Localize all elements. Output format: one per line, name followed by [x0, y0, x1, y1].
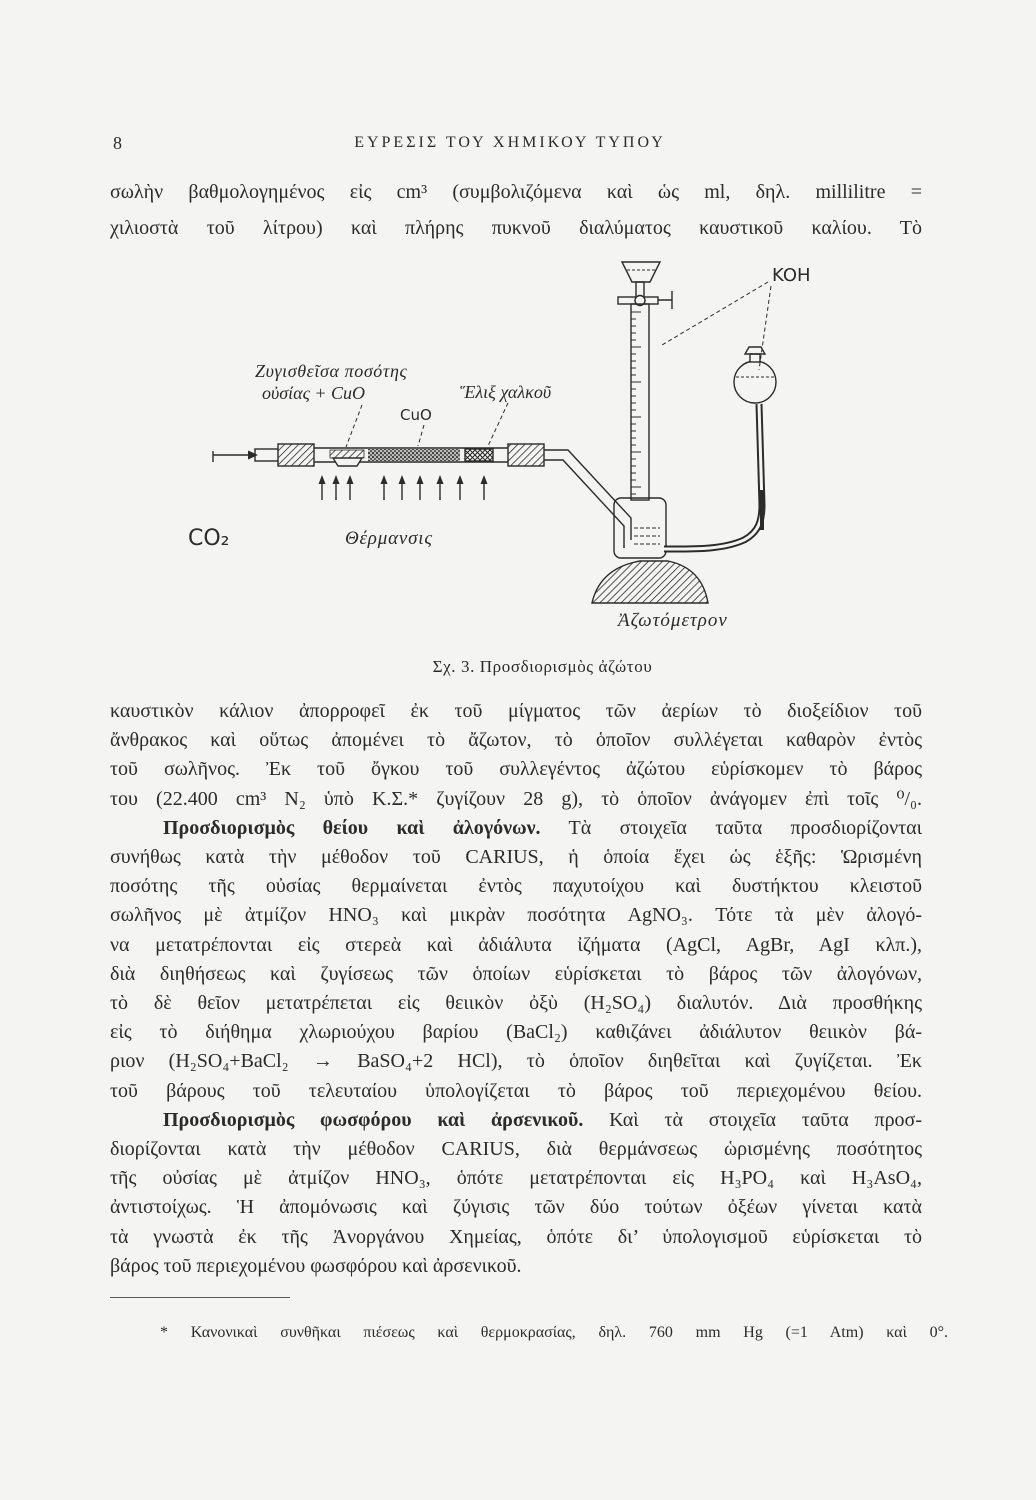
stand-base — [592, 561, 708, 603]
text-line: διορίζονται κατὰ τὴν μέθοδον CARIUS, διὰ θερμάνσεως ὡρισμένης ποσότητος — [110, 1138, 922, 1161]
sample-label-line1: Ζυγισθεῖσα ποσότης — [255, 361, 408, 381]
heating-arrows — [319, 475, 488, 500]
section-heading: Προσδιορισμὸς φωσφόρου καὶ ἀρσενικοῦ. — [163, 1108, 584, 1131]
section-heading-line — [110, 814, 922, 843]
text-line: τὰ γνωστὰ ἐκ τῆς Ἀνοργάνου Χημείας, ὁπότε δι’ ὑπολογισμοῦ εὑρίσκεται τὸ — [110, 1225, 922, 1248]
page-number: 8 — [113, 133, 122, 153]
copper-spiral — [465, 449, 493, 461]
levelling-bulb-assembly — [664, 347, 776, 549]
text-line: εἰς τὸ διήθημα χλωριούχου βαρίου (BaCl₂) καθιζάνει ἀδιάλυτον θειικὸν βά- — [110, 1021, 922, 1044]
text-line: του (22.400 cm³ N₂ ὑπὸ Κ.Σ.* ζυγίζουν 28 g), τὸ ὁποῖον ἀνάγομεν ἐπὶ τοῖς ⁰/₀. — [110, 787, 922, 810]
outlet-tube — [544, 450, 631, 540]
koh-reservoir-bulb — [734, 361, 776, 403]
left-stopper — [278, 444, 314, 466]
rubber-connector — [255, 449, 280, 461]
text-line: χιλιοστὰ τοῦ λίτρου) καὶ πλήρης πυκνοῦ διαλύματος καυστικοῦ καλίου. Τὸ — [110, 217, 922, 239]
co2-label: CO₂ — [188, 526, 230, 551]
text-line: ἀντιστοίχως. Ἡ ἀπομόνωσις καὶ ζύγισις τῶν δύο τούτων ὀξέων γίνεται κατὰ — [110, 1196, 922, 1219]
text-line: τοῦ βάρους τοῦ τελευταίου ὑπολογίζεται τὸ βάρος τοῦ περιεχομένου θείου. — [110, 1079, 922, 1102]
sample-boat — [333, 458, 362, 466]
text-line: να μετατρέπονται εἰς στερεὰ καὶ ἀδιάλυτα ἰζήματα (AgCl, AgBr, AgI κλπ.), — [110, 933, 922, 956]
running-head: ΕΥΡΕΣΙΣ ΤΟΥ ΧΗΜΙΚΟΥ ΤΥΠΟΥ — [354, 134, 666, 151]
footnote-rule — [110, 1297, 290, 1298]
azotometer-label: Ἀζωτόμετρον — [618, 610, 728, 631]
text-run: Καὶ τὰ στοιχεῖα ταῦτα προσ- — [609, 1108, 922, 1131]
funnel — [622, 262, 660, 282]
copper-oxide-label: CuO — [400, 406, 432, 424]
intro-text — [110, 174, 922, 246]
text-line: σωλῆνος μὲ ἀτμίζον HNO₃ καὶ μικρὰν ποσότητα AgNO₃. Τότε τὰ μὲν ἀλογό- — [110, 904, 922, 927]
text-line: σωλὴν βαθμολογημένος εἰς cm³ (συμβολιζόμενα καὶ ὡς ml, δηλ. millilitre = — [110, 181, 922, 203]
text-line: ἄνθρακος καὶ οὕτως ἀπομένει τὸ ἄζωτον, τὸ ὁποῖον συλλέγεται καθαρὸν ἐντὸς — [110, 729, 922, 752]
text-line: βάρος τοῦ περιεχομένου φωσφόρου καὶ ἀρσενικοῦ. — [110, 1254, 522, 1277]
copper-oxide-filling — [368, 449, 460, 461]
sample-boat-contents — [330, 450, 364, 458]
text-line: καυστικὸν κάλιον ἀπορροφεῖ ἐκ τοῦ μίγματος τῶν ἀερίων τὸ διοξείδιον τοῦ — [110, 700, 922, 722]
sample-label-line2: οὐσίας + CuO — [262, 383, 366, 403]
koh-label: KOH — [772, 265, 811, 286]
text-line: τὸ δὲ θεῖον μετατρέπεται εἰς θειικὸν ὀξὺ (H₂SO₄) διαλυτόν. Διὰ προσθήκης — [110, 992, 922, 1015]
right-stopper — [508, 444, 544, 466]
combustion-tube — [255, 444, 631, 548]
section-heading-line — [110, 1106, 922, 1135]
text-line: ποσότης τῆς οὐσίας θερμαίνεται ἐντὸς παχυτοίχου καὶ δυστήκτου κλειστοῦ — [110, 875, 922, 898]
stopcock-handle — [658, 291, 672, 309]
rubber-hose — [664, 404, 762, 549]
nitrogen-determination-apparatus — [160, 240, 840, 640]
text-line: τῆς οὐσίας μὲ ἀτμίζον HNO₃, ὁπότε μετατρέπονται εἰς H₃PO₄ καὶ H₃AsO₄, — [110, 1167, 922, 1190]
co2-inlet-arrow — [213, 451, 258, 463]
text-line: συνήθως κατὰ τὴν μέθοδον τοῦ CARIUS, ἡ ὁποία ἔχει ὡς ἑξῆς: Ὡρισμένη — [110, 846, 922, 869]
text-line: ριον (H₂SO₄+BaCl₂ → BaSO₄+2 HCl), τὸ ὁποῖον διηθεῖται καὶ ζυγίζεται. Ἐκ — [110, 1050, 922, 1073]
funnel-stem — [636, 282, 644, 297]
main-text — [110, 697, 922, 1281]
figure-caption: Σχ. 3. Προσδιορισμὸς ἀζώτου — [432, 657, 653, 676]
text-line: διὰ διηθήσεως καὶ ζυγίσεως τῶν ὁποίων εὑρίσκεται τὸ βάρος τῶν ἀλογόνων, — [110, 962, 922, 985]
section-heading: Προσδιορισμὸς θείου καὶ ἀλογόνων. — [163, 816, 541, 839]
graduation-marks — [631, 312, 641, 494]
copper-spiral-label: Ἕλιξ χαλκοῦ — [460, 382, 552, 402]
footnote: * Κανονικαὶ συνθῆκαι πιέσεως καὶ θερμοκρασίας, δηλ. 760 mm Hg (=1 Atm) καὶ 0°. — [160, 1324, 948, 1341]
heating-label: Θέρμανσις — [345, 528, 433, 549]
text-run: Τὰ στοιχεῖα ταῦτα προσδιορίζονται — [568, 816, 923, 839]
text-line: τοῦ σωλῆνος. Ἐκ τοῦ ὄγκου τοῦ συλλεγέντος ἀζώτου εὑρίσκομεν τὸ βάρος — [110, 758, 922, 781]
